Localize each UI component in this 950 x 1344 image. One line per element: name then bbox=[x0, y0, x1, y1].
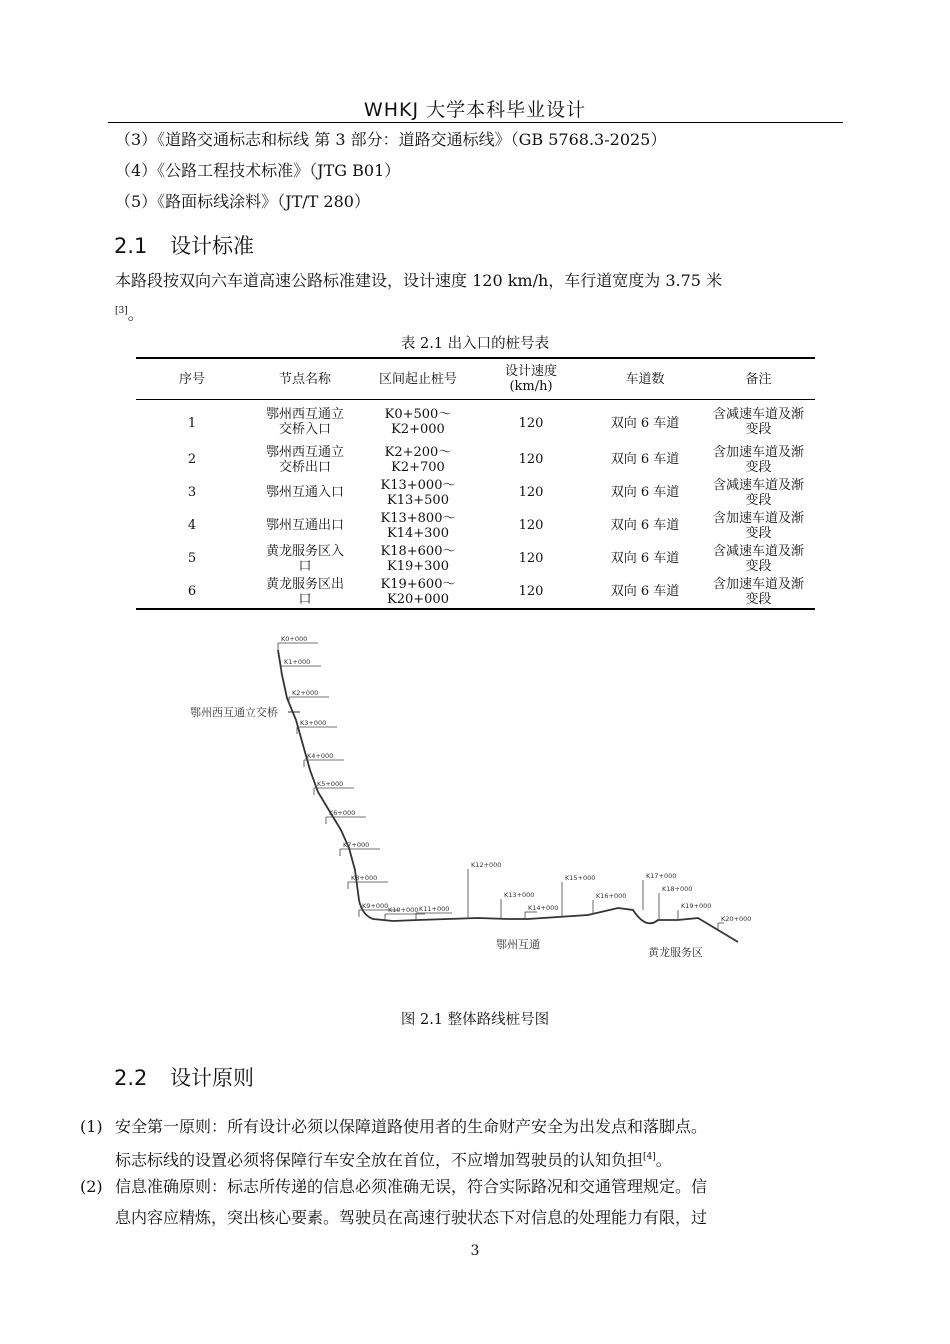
paragraph-text: 。 bbox=[127, 304, 144, 324]
table-cell: 含减速车道及渐变段 bbox=[712, 406, 804, 437]
table-cell: K19+600～K20+000 bbox=[380, 576, 456, 607]
station-label: K9+000 bbox=[362, 902, 389, 910]
item-marker: (1) bbox=[80, 1117, 103, 1136]
station-label: K10+000 bbox=[388, 906, 419, 914]
station-label: K7+000 bbox=[343, 841, 370, 849]
table-cell: 双向 6 车道 bbox=[610, 518, 680, 533]
principle-item bbox=[80, 1111, 825, 1175]
table-cell: 含减速车道及渐变段 bbox=[712, 543, 804, 574]
table-cell: K2+200～K2+700 bbox=[384, 444, 452, 475]
section-number: 2.1 bbox=[114, 234, 148, 258]
table-cell: 黄龙服务区入口 bbox=[266, 543, 345, 574]
station-label: K19+000 bbox=[681, 902, 712, 910]
table-caption: 表 2.1 出入口的桩号表 bbox=[400, 336, 550, 352]
header-rule bbox=[108, 122, 843, 123]
station-label: K1+000 bbox=[284, 658, 311, 666]
station-label: K13+000 bbox=[504, 891, 535, 899]
table-row bbox=[136, 400, 815, 444]
route-station-diagram bbox=[178, 630, 768, 965]
paragraph-text: 本路段按双向六车道高速公路标准建设，设计速度 120 km/h，车行道宽度为 3.75 米 bbox=[115, 271, 723, 290]
item-marker: (2) bbox=[80, 1177, 103, 1196]
table-cell: 黄龙服务区出口 bbox=[266, 576, 345, 607]
station-label: K0+000 bbox=[281, 635, 308, 643]
station-label: K16+000 bbox=[596, 892, 627, 900]
table-cell: 120 bbox=[518, 518, 544, 533]
station-label: K17+000 bbox=[646, 872, 677, 880]
reference-item: （3）《道路交通标志和标线 第 3 部分：道路交通标线》（GB 5768.3-2025） bbox=[115, 130, 667, 149]
column-header: 备注 bbox=[745, 371, 772, 387]
table-cell: 鄂州西互通立交桥出口 bbox=[266, 444, 345, 475]
section-number: 2.2 bbox=[114, 1066, 148, 1090]
column-header: 区间起止桩号 bbox=[378, 371, 457, 387]
item-text: 息内容应精炼，突出核心要素。驾驶员在高速行驶状态下对信息的处理能力有限，过 bbox=[115, 1208, 708, 1227]
table-cell: K13+800～K14+300 bbox=[380, 510, 456, 541]
item-text: 标志标线的设置必须将保障行车安全放在首位，不应增加驾驶员的认知负担 bbox=[115, 1150, 644, 1170]
station-table bbox=[136, 357, 815, 610]
place-label: 黄龙服务区 bbox=[648, 946, 703, 959]
table-cell: 含加速车道及渐变段 bbox=[712, 576, 804, 607]
table-cell: 鄂州互通出口 bbox=[265, 518, 344, 533]
reference-item: （5）《路面标线涂料》（JT/T 280） bbox=[115, 192, 370, 211]
table-cell: K13+000～K13+500 bbox=[380, 477, 456, 508]
section-title: 设计标准 bbox=[170, 234, 254, 258]
station-label: K2+000 bbox=[292, 689, 319, 697]
table-cell: 含加速车道及渐变段 bbox=[712, 444, 804, 475]
section-heading bbox=[114, 1062, 254, 1092]
station-label: K14+000 bbox=[528, 904, 559, 912]
section-title: 设计原则 bbox=[170, 1066, 254, 1090]
table-cell: 2 bbox=[187, 452, 197, 467]
table-cell: 6 bbox=[187, 584, 197, 599]
reference-item: （4）《公路工程技术标准》（JTG B01） bbox=[115, 161, 401, 180]
citation: [4] bbox=[643, 1152, 656, 1162]
column-header: 序号 bbox=[178, 371, 205, 387]
table-header-row bbox=[136, 358, 815, 400]
item-text: 信息准确原则：标志所传递的信息必须准确无误，符合实际路况和交通管理规定。信 bbox=[115, 1177, 708, 1196]
table-row bbox=[136, 575, 815, 609]
station-label: K20+000 bbox=[721, 915, 752, 923]
column-header: 车道数 bbox=[625, 371, 665, 387]
page-header: WHKJ 大学本科毕业设计 bbox=[363, 99, 587, 121]
station-label: K8+000 bbox=[351, 874, 378, 882]
station-label: K15+000 bbox=[565, 874, 596, 882]
table-row bbox=[136, 476, 815, 509]
station-label: K11+000 bbox=[419, 905, 450, 913]
table-cell: K0+500～K2+000 bbox=[384, 406, 452, 437]
station-label: K12+000 bbox=[471, 861, 502, 869]
table-cell: 5 bbox=[187, 551, 197, 566]
table-cell: 120 bbox=[518, 485, 544, 500]
table-row bbox=[136, 542, 815, 575]
place-label: 鄂州互通 bbox=[496, 938, 540, 951]
table-row bbox=[136, 509, 815, 542]
paragraph bbox=[115, 265, 825, 329]
table-cell: 4 bbox=[187, 518, 197, 533]
table-cell: 双向 6 车道 bbox=[610, 584, 680, 599]
table-cell: 1 bbox=[187, 415, 197, 431]
station-ticks bbox=[278, 635, 751, 930]
column-header: 设计速度(km/h) bbox=[504, 364, 557, 394]
figure-caption: 图 2.1 整体路线桩号图 bbox=[400, 1012, 550, 1028]
table-cell: 鄂州西互通立交桥入口 bbox=[266, 406, 345, 437]
place-label: 鄂州西互通立交桥 bbox=[190, 706, 278, 719]
table-cell: 鄂州互通入口 bbox=[265, 485, 344, 500]
station-label: K3+000 bbox=[300, 719, 327, 727]
table-cell: 120 bbox=[518, 584, 544, 599]
station-label: K18+000 bbox=[662, 885, 693, 893]
table-row bbox=[136, 443, 815, 476]
table-cell: 双向 6 车道 bbox=[610, 551, 680, 566]
table-cell: 双向 6 车道 bbox=[610, 452, 680, 467]
station-label: K6+000 bbox=[329, 809, 356, 817]
table-cell: 120 bbox=[518, 415, 544, 431]
section-heading bbox=[114, 230, 254, 260]
table-cell: 120 bbox=[518, 551, 544, 566]
station-label: K5+000 bbox=[317, 780, 344, 788]
table-cell: 120 bbox=[518, 452, 544, 467]
station-label: K4+000 bbox=[307, 752, 334, 760]
page-number: 3 bbox=[470, 1243, 480, 1259]
table-cell: 含减速车道及渐变段 bbox=[712, 477, 804, 508]
table-cell: 双向 6 车道 bbox=[610, 415, 680, 431]
table-cell: 3 bbox=[187, 485, 197, 500]
principle-item bbox=[80, 1171, 825, 1233]
item-text: 。 bbox=[655, 1150, 672, 1170]
table-cell: K18+600～K19+300 bbox=[380, 543, 456, 574]
column-header: 节点名称 bbox=[278, 371, 331, 387]
item-text: 安全第一原则：所有设计必须以保障道路使用者的生命财产安全为出发点和落脚点。 bbox=[115, 1117, 708, 1136]
citation: [3] bbox=[115, 306, 128, 316]
table-cell: 含加速车道及渐变段 bbox=[712, 510, 804, 541]
table-cell: 双向 6 车道 bbox=[610, 485, 680, 500]
